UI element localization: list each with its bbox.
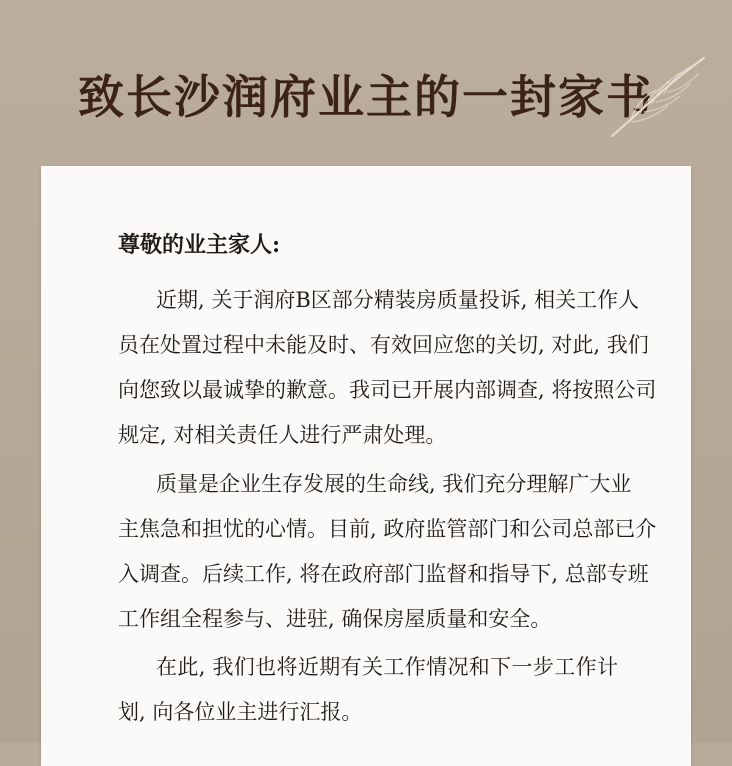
feather-quill-icon [600, 52, 710, 142]
letter-paragraph-2 [118, 462, 657, 642]
paragraph-line: 主焦急和担忧的心情。目前, 政府监管部门和公司总部已介 [118, 517, 657, 541]
letter-paragraph-3 [118, 645, 618, 735]
page-title: 致长沙润府业主的一封家书 [78, 70, 654, 124]
paragraph-line: 规定, 对相关责任人进行严肃处理。 [118, 423, 447, 447]
paragraph-line: 向您致以最诚挚的歉意。我司已开展内部调查, 将按照公司 [118, 378, 657, 402]
paragraph-line: 质量是企业生存发展的生命线, 我们充分理解广大业 [156, 472, 632, 496]
paragraph-line: 近期, 关于润府B区部分精装房质量投诉, 相关工作人 [156, 288, 640, 312]
paragraph-line: 在此, 我们也将近期有关工作情况和下一步工作计 [156, 655, 618, 679]
paragraph-line: 工作组全程参与、进驻, 确保房屋质量和安全。 [118, 607, 552, 631]
paragraph-line: 划, 向各位业主进行汇报。 [118, 700, 363, 724]
letter-greeting: 尊敬的业主家人: [118, 232, 281, 258]
paragraph-line: 入调查。后续工作, 将在政府部门监督和指导下, 总部专班 [118, 562, 649, 586]
paragraph-line: 员在处置过程中未能及时、有效回应您的关切, 对此, 我们 [118, 333, 649, 357]
letter-paragraph-1 [118, 278, 657, 458]
